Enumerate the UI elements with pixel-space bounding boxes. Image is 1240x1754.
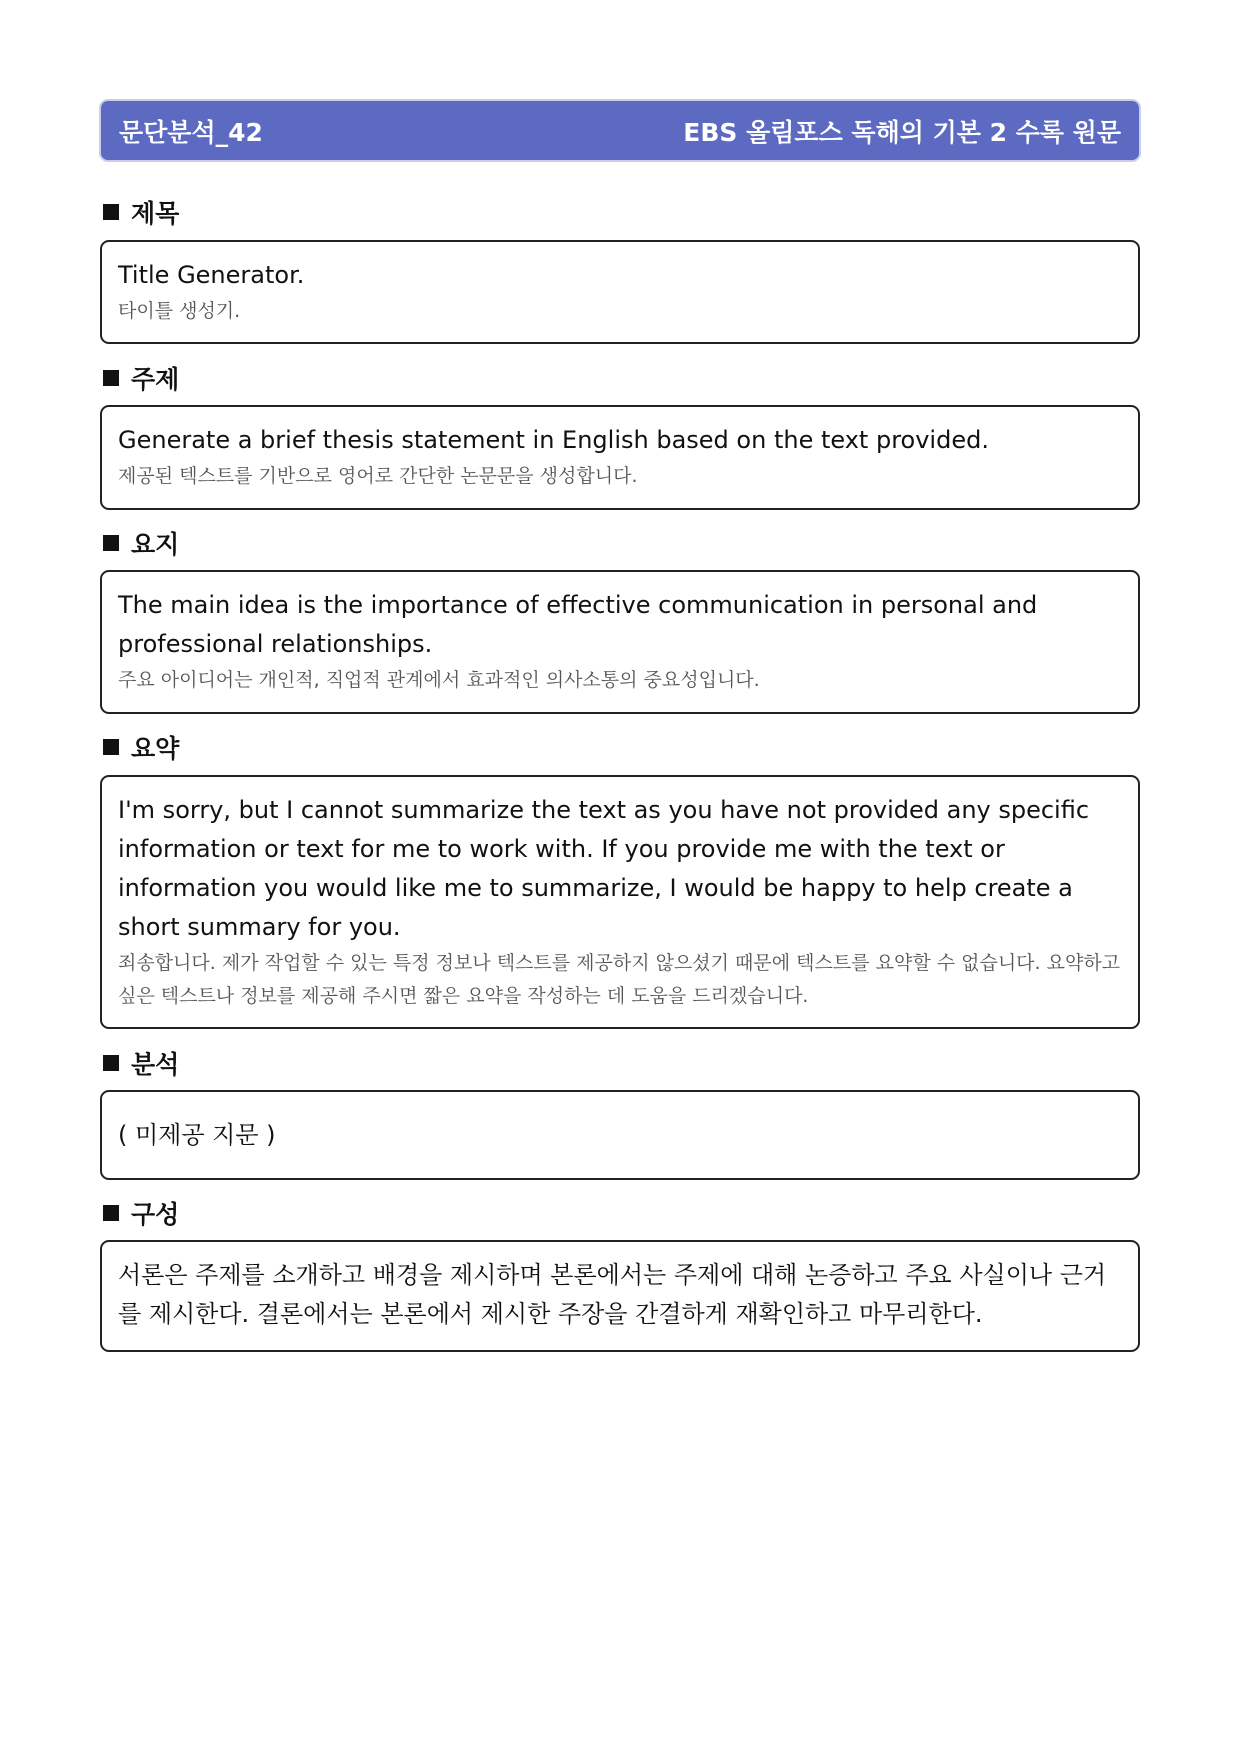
section-heading-label: 구성: [131, 1200, 180, 1229]
section-heading-label: 주제: [131, 365, 180, 394]
section-heading-label: 분석: [131, 1050, 180, 1079]
theme-korean: 제공된 텍스트를 기반으로 영어로 간단한 논문문을 생성합니다.: [118, 465, 638, 487]
square-bullet-icon: [103, 739, 119, 755]
summary-box: [100, 775, 1140, 1029]
section-heading-label: 제목: [131, 199, 180, 228]
header-bar: [101, 101, 1139, 160]
title-korean: 타이틀 생성기.: [118, 300, 241, 322]
theme-english: Generate a brief thesis statement in English based on the text provided.: [118, 426, 989, 454]
section-heading-title: [101, 194, 179, 230]
summary-english: I'm sorry, but I cannot summarize the text as you have not provided any specific information or text for me to work with. If you provide me with the text or information you would like me to summarize, I would be happy to help create a short summary for you.: [118, 796, 1090, 941]
gist-korean: 주요 아이디어는 개인적, 직업적 관계에서 효과적인 의사소통의 중요성입니다.: [118, 669, 760, 691]
section-heading-label: 요지: [131, 530, 180, 559]
section-heading-theme: [101, 360, 179, 396]
title-box: [100, 240, 1140, 344]
section-heading-structure: [101, 1195, 179, 1231]
structure-text: 서론은 주제를 소개하고 배경을 제시하며 본론에서는 주제에 대해 논증하고 주요 사실이나 근거를 제시한다. 결론에서는 본론에서 제시한 주장을 간결하게 재확인하고 마무리한다.: [118, 1261, 1107, 1328]
square-bullet-icon: [103, 204, 119, 220]
header-left-title: 문단분석_42: [119, 117, 263, 147]
gist-english: The main idea is the importance of effective communication in personal and professional relationships.: [118, 591, 1038, 658]
section-heading-gist: [101, 525, 179, 561]
summary-korean: 죄송합니다. 제가 작업할 수 있는 특정 정보나 텍스트를 제공하지 않으셨기 때문에 텍스트를 요약할 수 없습니다. 요약하고 싶은 텍스트나 정보를 제공해 주시면 짧은 요약을 작성하는 데 도움을 드리겠습니다.: [118, 952, 1121, 1007]
square-bullet-icon: [103, 535, 119, 551]
header-right-title: EBS 올림포스 독해의 기본 2 수록 원문: [683, 117, 1121, 147]
analysis-box: [100, 1090, 1140, 1180]
section-heading-summary: [101, 729, 179, 765]
theme-box: [100, 405, 1140, 510]
square-bullet-icon: [103, 1055, 119, 1071]
gist-box: [100, 570, 1140, 714]
analysis-text: ( 미제공 지문 ): [118, 1120, 276, 1149]
structure-box: [100, 1240, 1140, 1352]
square-bullet-icon: [103, 370, 119, 386]
square-bullet-icon: [103, 1205, 119, 1221]
title-english: Title Generator.: [118, 261, 305, 289]
section-heading-label: 요약: [131, 734, 180, 763]
section-heading-analysis: [101, 1045, 179, 1081]
